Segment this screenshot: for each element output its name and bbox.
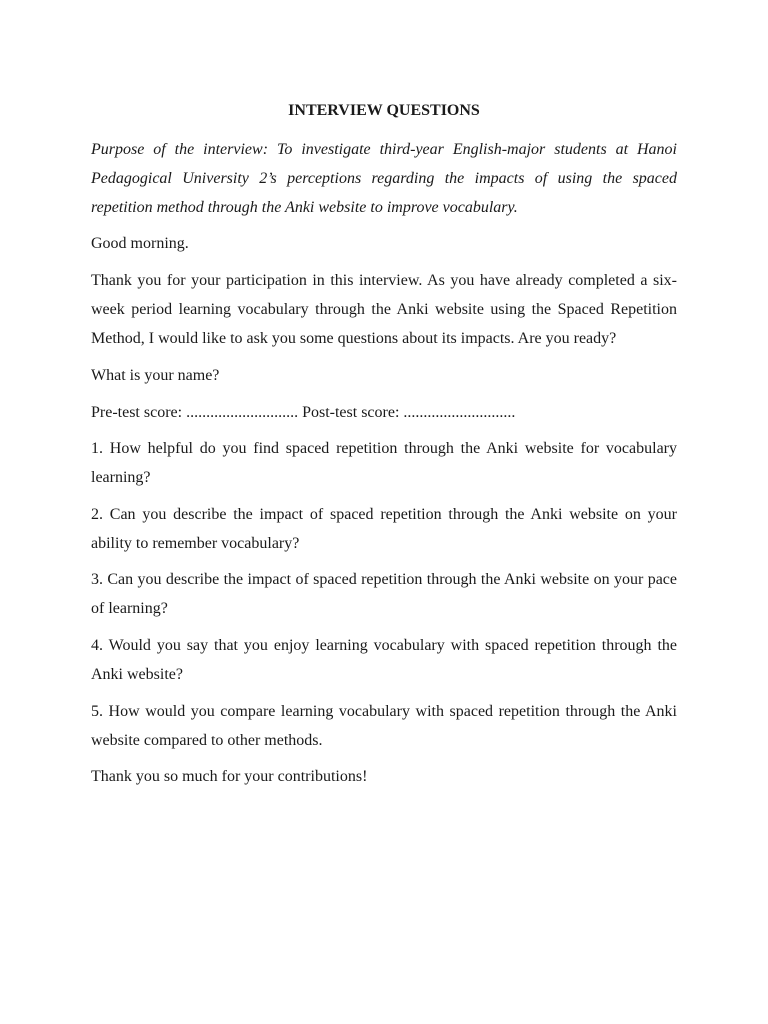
intro-paragraph: Thank you for your participation in this interview. As you have already completed a six-week period learning vocabulary through the Anki website using the Spaced Repetition Method, I would like to ask you some questions about its impacts. Are you ready? [91,272,677,347]
document-title: INTERVIEW QUESTIONS [288,102,480,119]
score-fields: Pre-test score: ............................ Post-test score: ............................ [91,404,516,421]
closing-remark: Thank you so much for your contributions! [91,768,368,785]
question-5: 5. How would you compare learning vocabulary with spaced repetition through the Anki website compared to other methods. [91,703,677,749]
interview-purpose: Purpose of the interview: To investigate third-year English-major students at Hanoi Pedagogical University 2’s perceptions regarding the impacts of using the spaced repetition method through the Anki website to improve vocabulary. [91,141,677,216]
question-1: 1. How helpful do you find spaced repetition through the Anki website for vocabulary learning? [91,440,677,486]
question-2: 2. Can you describe the impact of spaced repetition through the Anki website on your ability to remember vocabulary? [91,506,677,552]
question-4: 4. Would you say that you enjoy learning vocabulary with spaced repetition through the Anki website? [91,637,677,683]
greeting: Good morning. [91,235,189,252]
question-3: 3. Can you describe the impact of spaced repetition through the Anki website on your pace of learning? [91,571,677,617]
name-question: What is your name? [91,367,220,384]
